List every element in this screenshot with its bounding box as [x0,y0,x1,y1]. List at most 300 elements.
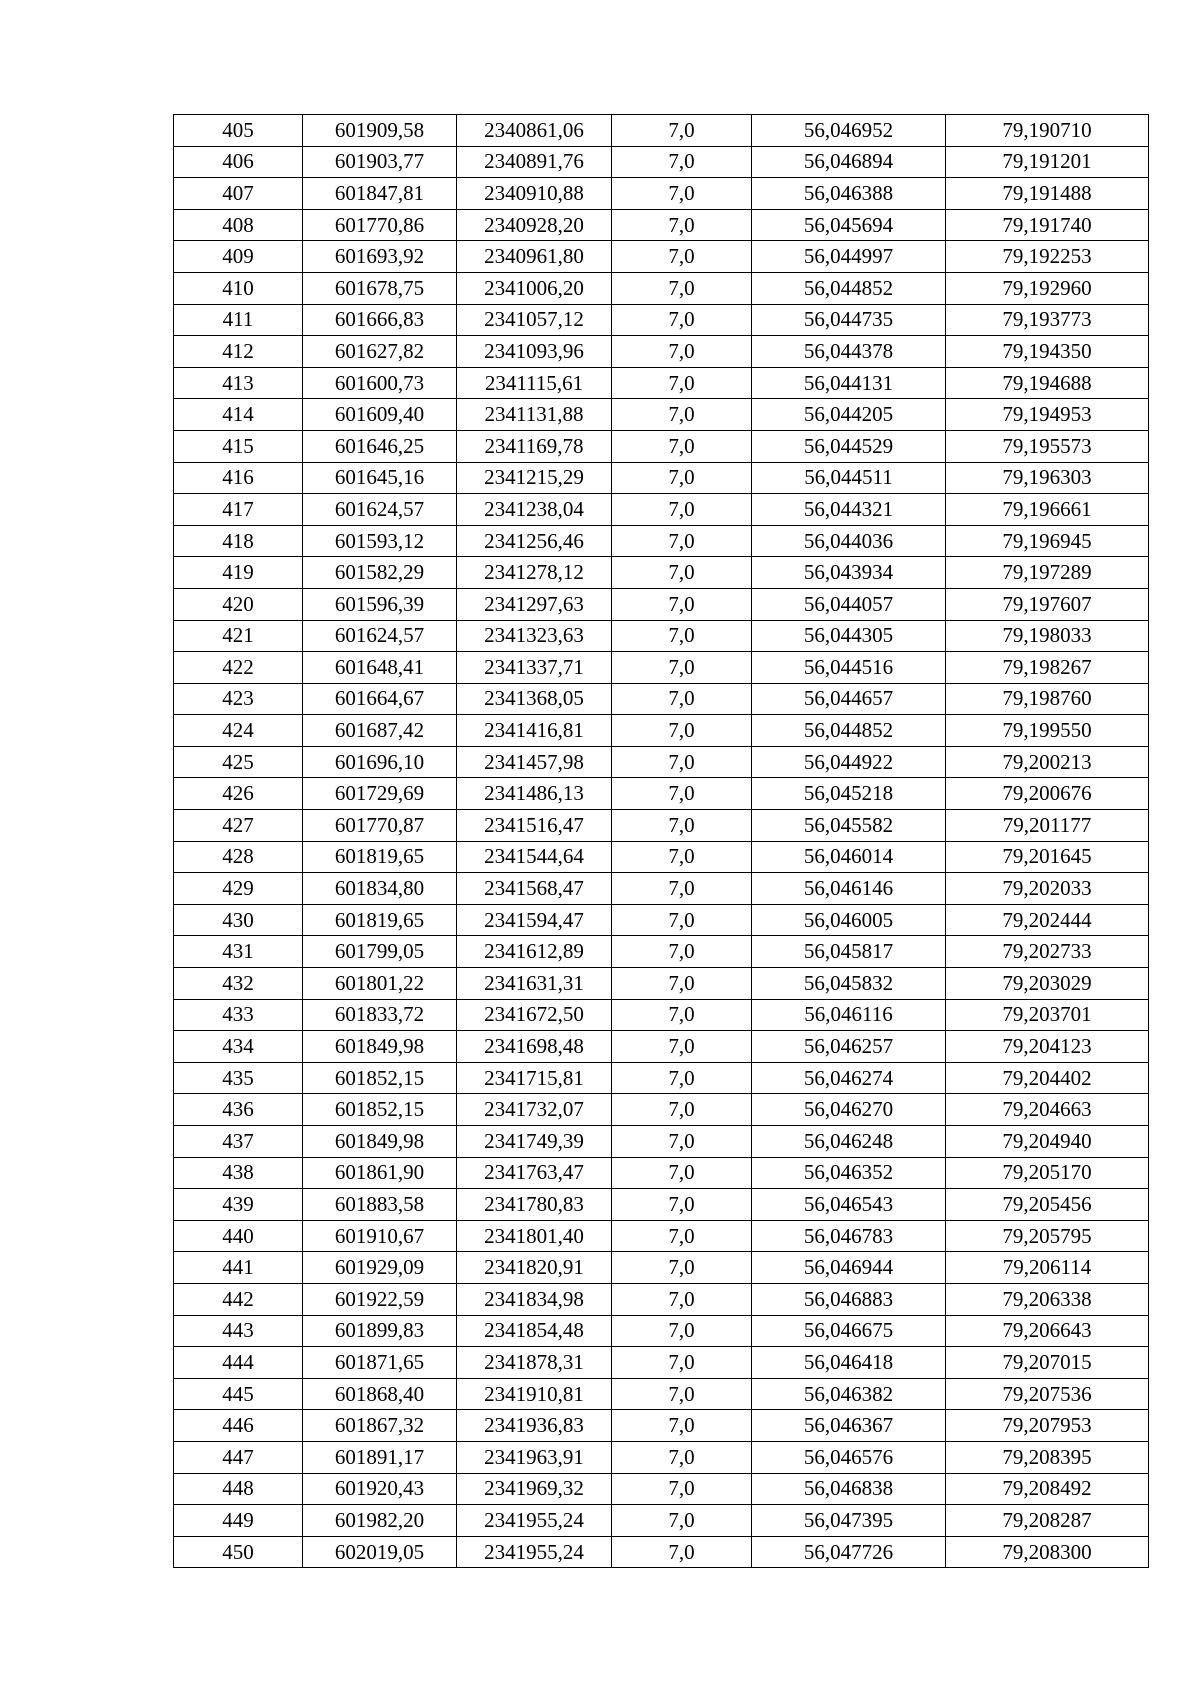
longitude-cell: 79,204663 [946,1094,1149,1126]
accuracy-cell: 7,0 [612,810,752,842]
accuracy-cell: 7,0 [612,1220,752,1252]
y-coordinate-cell: 2341368,05 [457,683,612,715]
y-coordinate-cell: 2341910,81 [457,1378,612,1410]
longitude-cell: 79,194350 [946,336,1149,368]
table-row [174,1126,1149,1158]
y-coordinate-cell: 2341057,12 [457,304,612,336]
longitude-cell: 79,204402 [946,1062,1149,1094]
y-coordinate-cell: 2341131,88 [457,399,612,431]
point-number-cell: 410 [174,272,303,304]
y-coordinate-cell: 2341337,71 [457,652,612,684]
table-row [174,1536,1149,1568]
latitude-cell: 56,045832 [752,968,946,1000]
latitude-cell: 56,046543 [752,1189,946,1221]
latitude-cell: 56,044922 [752,746,946,778]
accuracy-cell: 7,0 [612,1283,752,1315]
latitude-cell: 56,046388 [752,178,946,210]
x-coordinate-cell: 601819,65 [303,841,457,873]
table-row [174,1031,1149,1063]
accuracy-cell: 7,0 [612,1031,752,1063]
latitude-cell: 56,046418 [752,1347,946,1379]
y-coordinate-cell: 2341594,47 [457,904,612,936]
latitude-cell: 56,046783 [752,1220,946,1252]
table-row [174,588,1149,620]
table-row [174,399,1149,431]
table-row [174,1473,1149,1505]
x-coordinate-cell: 601664,67 [303,683,457,715]
table-row [174,494,1149,526]
accuracy-cell: 7,0 [612,115,752,147]
point-number-cell: 416 [174,462,303,494]
y-coordinate-cell: 2341763,47 [457,1157,612,1189]
accuracy-cell: 7,0 [612,968,752,1000]
x-coordinate-cell: 601847,81 [303,178,457,210]
accuracy-cell: 7,0 [612,462,752,494]
y-coordinate-cell: 2341093,96 [457,336,612,368]
longitude-cell: 79,192960 [946,272,1149,304]
point-number-cell: 447 [174,1441,303,1473]
latitude-cell: 56,047395 [752,1505,946,1537]
longitude-cell: 79,198033 [946,620,1149,652]
table-row [174,810,1149,842]
accuracy-cell: 7,0 [612,1126,752,1158]
table-row [174,936,1149,968]
y-coordinate-cell: 2341963,91 [457,1441,612,1473]
accuracy-cell: 7,0 [612,1062,752,1094]
longitude-cell: 79,198760 [946,683,1149,715]
longitude-cell: 79,207953 [946,1410,1149,1442]
accuracy-cell: 7,0 [612,209,752,241]
point-number-cell: 446 [174,1410,303,1442]
longitude-cell: 79,194953 [946,399,1149,431]
accuracy-cell: 7,0 [612,841,752,873]
accuracy-cell: 7,0 [612,746,752,778]
latitude-cell: 56,046944 [752,1252,946,1284]
point-number-cell: 430 [174,904,303,936]
longitude-cell: 79,198267 [946,652,1149,684]
table-row [174,1410,1149,1442]
coordinates-table [173,114,1149,1568]
y-coordinate-cell: 2341238,04 [457,494,612,526]
point-number-cell: 434 [174,1031,303,1063]
latitude-cell: 56,044997 [752,241,946,273]
table-row [174,652,1149,684]
accuracy-cell: 7,0 [612,588,752,620]
point-number-cell: 415 [174,430,303,462]
table-row [174,241,1149,273]
x-coordinate-cell: 601868,40 [303,1378,457,1410]
longitude-cell: 79,205170 [946,1157,1149,1189]
x-coordinate-cell: 601899,83 [303,1315,457,1347]
point-number-cell: 449 [174,1505,303,1537]
latitude-cell: 56,046883 [752,1283,946,1315]
table-row [174,968,1149,1000]
accuracy-cell: 7,0 [612,146,752,178]
table-row [174,304,1149,336]
point-number-cell: 444 [174,1347,303,1379]
table-row [174,462,1149,494]
y-coordinate-cell: 2341297,63 [457,588,612,620]
table-row [174,1315,1149,1347]
table-row [174,999,1149,1031]
latitude-cell: 56,044516 [752,652,946,684]
y-coordinate-cell: 2341698,48 [457,1031,612,1063]
y-coordinate-cell: 2341169,78 [457,430,612,462]
table-row [174,746,1149,778]
accuracy-cell: 7,0 [612,336,752,368]
table-row [174,1157,1149,1189]
table-row [174,336,1149,368]
accuracy-cell: 7,0 [612,715,752,747]
table-row [174,1189,1149,1221]
point-number-cell: 442 [174,1283,303,1315]
point-number-cell: 448 [174,1473,303,1505]
x-coordinate-cell: 601770,87 [303,810,457,842]
point-number-cell: 445 [174,1378,303,1410]
latitude-cell: 56,044057 [752,588,946,620]
longitude-cell: 79,201645 [946,841,1149,873]
x-coordinate-cell: 601624,57 [303,494,457,526]
latitude-cell: 56,044657 [752,683,946,715]
x-coordinate-cell: 601593,12 [303,525,457,557]
y-coordinate-cell: 2341006,20 [457,272,612,304]
x-coordinate-cell: 601819,65 [303,904,457,936]
x-coordinate-cell: 601852,15 [303,1094,457,1126]
latitude-cell: 56,044529 [752,430,946,462]
accuracy-cell: 7,0 [612,652,752,684]
point-number-cell: 422 [174,652,303,684]
x-coordinate-cell: 601867,32 [303,1410,457,1442]
table-row [174,430,1149,462]
latitude-cell: 56,046270 [752,1094,946,1126]
table-row [174,146,1149,178]
longitude-cell: 79,199550 [946,715,1149,747]
accuracy-cell: 7,0 [612,1473,752,1505]
y-coordinate-cell: 2341854,48 [457,1315,612,1347]
y-coordinate-cell: 2341936,83 [457,1410,612,1442]
accuracy-cell: 7,0 [612,430,752,462]
point-number-cell: 431 [174,936,303,968]
accuracy-cell: 7,0 [612,1347,752,1379]
x-coordinate-cell: 601666,83 [303,304,457,336]
point-number-cell: 433 [174,999,303,1031]
y-coordinate-cell: 2341544,64 [457,841,612,873]
accuracy-cell: 7,0 [612,399,752,431]
longitude-cell: 79,204940 [946,1126,1149,1158]
y-coordinate-cell: 2340961,80 [457,241,612,273]
latitude-cell: 56,046367 [752,1410,946,1442]
x-coordinate-cell: 601627,82 [303,336,457,368]
table-row [174,715,1149,747]
latitude-cell: 56,044131 [752,367,946,399]
x-coordinate-cell: 601849,98 [303,1126,457,1158]
x-coordinate-cell: 601861,90 [303,1157,457,1189]
table-row [174,367,1149,399]
accuracy-cell: 7,0 [612,1378,752,1410]
point-number-cell: 441 [174,1252,303,1284]
x-coordinate-cell: 601891,17 [303,1441,457,1473]
longitude-cell: 79,206643 [946,1315,1149,1347]
y-coordinate-cell: 2341486,13 [457,778,612,810]
accuracy-cell: 7,0 [612,778,752,810]
longitude-cell: 79,196945 [946,525,1149,557]
latitude-cell: 56,046005 [752,904,946,936]
point-number-cell: 443 [174,1315,303,1347]
x-coordinate-cell: 601693,92 [303,241,457,273]
x-coordinate-cell: 601799,05 [303,936,457,968]
point-number-cell: 405 [174,115,303,147]
point-number-cell: 411 [174,304,303,336]
longitude-cell: 79,206114 [946,1252,1149,1284]
latitude-cell: 56,044852 [752,715,946,747]
accuracy-cell: 7,0 [612,1441,752,1473]
y-coordinate-cell: 2341215,29 [457,462,612,494]
point-number-cell: 419 [174,557,303,589]
y-coordinate-cell: 2341256,46 [457,525,612,557]
point-number-cell: 409 [174,241,303,273]
latitude-cell: 56,046576 [752,1441,946,1473]
point-number-cell: 429 [174,873,303,905]
x-coordinate-cell: 601982,20 [303,1505,457,1537]
longitude-cell: 79,205795 [946,1220,1149,1252]
accuracy-cell: 7,0 [612,620,752,652]
longitude-cell: 79,202033 [946,873,1149,905]
y-coordinate-cell: 2341416,81 [457,715,612,747]
point-number-cell: 428 [174,841,303,873]
point-number-cell: 435 [174,1062,303,1094]
longitude-cell: 79,204123 [946,1031,1149,1063]
y-coordinate-cell: 2341732,07 [457,1094,612,1126]
x-coordinate-cell: 601883,58 [303,1189,457,1221]
table-row [174,525,1149,557]
longitude-cell: 79,190710 [946,115,1149,147]
y-coordinate-cell: 2341780,83 [457,1189,612,1221]
table-row [174,904,1149,936]
longitude-cell: 79,203701 [946,999,1149,1031]
y-coordinate-cell: 2341878,31 [457,1347,612,1379]
accuracy-cell: 7,0 [612,1315,752,1347]
latitude-cell: 56,046894 [752,146,946,178]
latitude-cell: 56,044378 [752,336,946,368]
x-coordinate-cell: 601910,67 [303,1220,457,1252]
x-coordinate-cell: 601648,41 [303,652,457,684]
accuracy-cell: 7,0 [612,272,752,304]
y-coordinate-cell: 2341715,81 [457,1062,612,1094]
latitude-cell: 56,045694 [752,209,946,241]
x-coordinate-cell: 601696,10 [303,746,457,778]
point-number-cell: 414 [174,399,303,431]
longitude-cell: 79,197607 [946,588,1149,620]
x-coordinate-cell: 601929,09 [303,1252,457,1284]
longitude-cell: 79,207015 [946,1347,1149,1379]
latitude-cell: 56,045582 [752,810,946,842]
y-coordinate-cell: 2340928,20 [457,209,612,241]
x-coordinate-cell: 601849,98 [303,1031,457,1063]
accuracy-cell: 7,0 [612,1536,752,1568]
accuracy-cell: 7,0 [612,1094,752,1126]
longitude-cell: 79,200213 [946,746,1149,778]
x-coordinate-cell: 601596,39 [303,588,457,620]
latitude-cell: 56,046838 [752,1473,946,1505]
x-coordinate-cell: 601678,75 [303,272,457,304]
x-coordinate-cell: 601834,80 [303,873,457,905]
accuracy-cell: 7,0 [612,1410,752,1442]
point-number-cell: 408 [174,209,303,241]
table-row [174,1378,1149,1410]
latitude-cell: 56,046116 [752,999,946,1031]
longitude-cell: 79,205456 [946,1189,1149,1221]
longitude-cell: 79,208300 [946,1536,1149,1568]
latitude-cell: 56,044205 [752,399,946,431]
x-coordinate-cell: 601801,22 [303,968,457,1000]
table-row [174,1347,1149,1379]
accuracy-cell: 7,0 [612,178,752,210]
x-coordinate-cell: 601833,72 [303,999,457,1031]
table-row [174,1094,1149,1126]
y-coordinate-cell: 2341278,12 [457,557,612,589]
point-number-cell: 424 [174,715,303,747]
y-coordinate-cell: 2341834,98 [457,1283,612,1315]
x-coordinate-cell: 601687,42 [303,715,457,747]
y-coordinate-cell: 2340910,88 [457,178,612,210]
y-coordinate-cell: 2341955,24 [457,1505,612,1537]
point-number-cell: 438 [174,1157,303,1189]
coordinates-table-body [174,115,1149,1568]
table-row [174,778,1149,810]
latitude-cell: 56,044511 [752,462,946,494]
accuracy-cell: 7,0 [612,494,752,526]
accuracy-cell: 7,0 [612,367,752,399]
table-row [174,1441,1149,1473]
point-number-cell: 440 [174,1220,303,1252]
longitude-cell: 79,208395 [946,1441,1149,1473]
point-number-cell: 425 [174,746,303,778]
longitude-cell: 79,207536 [946,1378,1149,1410]
longitude-cell: 79,208287 [946,1505,1149,1537]
x-coordinate-cell: 601871,65 [303,1347,457,1379]
point-number-cell: 418 [174,525,303,557]
point-number-cell: 412 [174,336,303,368]
y-coordinate-cell: 2341955,24 [457,1536,612,1568]
y-coordinate-cell: 2341801,40 [457,1220,612,1252]
point-number-cell: 450 [174,1536,303,1568]
y-coordinate-cell: 2341631,31 [457,968,612,1000]
accuracy-cell: 7,0 [612,999,752,1031]
x-coordinate-cell: 601645,16 [303,462,457,494]
y-coordinate-cell: 2341115,61 [457,367,612,399]
accuracy-cell: 7,0 [612,304,752,336]
table-row [174,1505,1149,1537]
y-coordinate-cell: 2341969,32 [457,1473,612,1505]
table-row [174,115,1149,147]
x-coordinate-cell: 601646,25 [303,430,457,462]
point-number-cell: 406 [174,146,303,178]
table-row [174,209,1149,241]
latitude-cell: 56,046675 [752,1315,946,1347]
x-coordinate-cell: 601909,58 [303,115,457,147]
longitude-cell: 79,202444 [946,904,1149,936]
y-coordinate-cell: 2341749,39 [457,1126,612,1158]
point-number-cell: 426 [174,778,303,810]
table-row [174,683,1149,715]
longitude-cell: 79,195573 [946,430,1149,462]
point-number-cell: 437 [174,1126,303,1158]
x-coordinate-cell: 601600,73 [303,367,457,399]
longitude-cell: 79,193773 [946,304,1149,336]
longitude-cell: 79,201177 [946,810,1149,842]
longitude-cell: 79,203029 [946,968,1149,1000]
y-coordinate-cell: 2341820,91 [457,1252,612,1284]
table-row [174,1220,1149,1252]
latitude-cell: 56,046146 [752,873,946,905]
longitude-cell: 79,208492 [946,1473,1149,1505]
latitude-cell: 56,046014 [752,841,946,873]
latitude-cell: 56,046248 [752,1126,946,1158]
point-number-cell: 417 [174,494,303,526]
longitude-cell: 79,202733 [946,936,1149,968]
longitude-cell: 79,191488 [946,178,1149,210]
latitude-cell: 56,043934 [752,557,946,589]
latitude-cell: 56,047726 [752,1536,946,1568]
accuracy-cell: 7,0 [612,873,752,905]
point-number-cell: 439 [174,1189,303,1221]
accuracy-cell: 7,0 [612,1189,752,1221]
table-row [174,1062,1149,1094]
latitude-cell: 56,045817 [752,936,946,968]
latitude-cell: 56,046952 [752,115,946,147]
x-coordinate-cell: 602019,05 [303,1536,457,1568]
accuracy-cell: 7,0 [612,1252,752,1284]
y-coordinate-cell: 2341457,98 [457,746,612,778]
table-row [174,873,1149,905]
latitude-cell: 56,046274 [752,1062,946,1094]
point-number-cell: 420 [174,588,303,620]
latitude-cell: 56,045218 [752,778,946,810]
table-row [174,1283,1149,1315]
accuracy-cell: 7,0 [612,1505,752,1537]
y-coordinate-cell: 2340891,76 [457,146,612,178]
accuracy-cell: 7,0 [612,557,752,589]
latitude-cell: 56,046352 [752,1157,946,1189]
x-coordinate-cell: 601729,69 [303,778,457,810]
point-number-cell: 421 [174,620,303,652]
longitude-cell: 79,194688 [946,367,1149,399]
accuracy-cell: 7,0 [612,936,752,968]
accuracy-cell: 7,0 [612,904,752,936]
longitude-cell: 79,197289 [946,557,1149,589]
table-row [174,557,1149,589]
longitude-cell: 79,196303 [946,462,1149,494]
y-coordinate-cell: 2341568,47 [457,873,612,905]
latitude-cell: 56,044852 [752,272,946,304]
table-row [174,841,1149,873]
latitude-cell: 56,046257 [752,1031,946,1063]
latitude-cell: 56,044305 [752,620,946,652]
x-coordinate-cell: 601624,57 [303,620,457,652]
y-coordinate-cell: 2341612,89 [457,936,612,968]
point-number-cell: 413 [174,367,303,399]
table-row [174,620,1149,652]
latitude-cell: 56,044321 [752,494,946,526]
x-coordinate-cell: 601852,15 [303,1062,457,1094]
y-coordinate-cell: 2341323,63 [457,620,612,652]
x-coordinate-cell: 601609,40 [303,399,457,431]
point-number-cell: 427 [174,810,303,842]
y-coordinate-cell: 2341516,47 [457,810,612,842]
longitude-cell: 79,200676 [946,778,1149,810]
longitude-cell: 79,196661 [946,494,1149,526]
table-row [174,1252,1149,1284]
